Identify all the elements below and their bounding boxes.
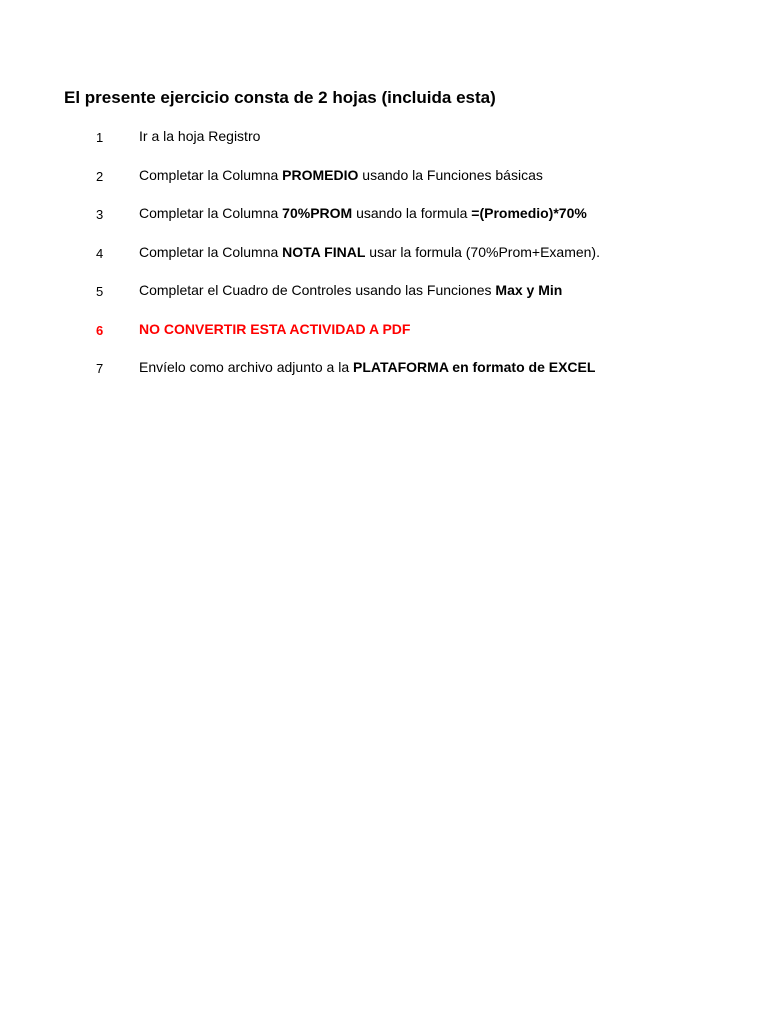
step-text-part: Completar la Columna: [139, 243, 283, 260]
step-text-part: Completar el Cuadro de Controles usando las Funciones: [139, 282, 496, 298]
step-text: [139, 167, 543, 183]
step-text-bold: NO CONVERTIR ESTA ACTIVIDAD A PDF: [139, 320, 411, 337]
step-7: [0, 355, 768, 394]
step-text-bold: PLATAFORMA en formato de EXCEL: [353, 359, 596, 375]
step-text: [139, 282, 562, 298]
step-text-bold: 70%PROM: [282, 205, 353, 221]
step-number: 3: [96, 207, 104, 222]
step-text-bold: PROMEDIO: [282, 166, 359, 183]
step-text-bold: Max y Min: [495, 282, 563, 298]
step-number: 1: [96, 130, 104, 145]
step-text-part: usando la formula: [352, 205, 472, 221]
step-1: [0, 124, 768, 163]
step-number: 4: [96, 245, 104, 261]
step-text-bold: =(Promedio)*70%: [471, 205, 587, 221]
step-number: 2: [96, 168, 104, 184]
step-4: [0, 240, 768, 279]
step-text-part: Completar la Columna: [139, 166, 283, 183]
step-text: [139, 205, 587, 221]
step-text: [139, 128, 260, 144]
step-number: 5: [96, 284, 104, 299]
step-5: [0, 278, 768, 317]
step-number: 7: [96, 361, 104, 376]
step-6-alert: [0, 317, 768, 356]
step-text-part: Ir a la hoja Registro: [139, 128, 261, 144]
step-text: [139, 359, 595, 375]
step-number: 6: [96, 322, 104, 338]
step-text-part: usando la Funciones básicas: [358, 166, 543, 183]
instruction-list: [0, 124, 768, 394]
step-2: [0, 163, 768, 202]
step-3: [0, 201, 768, 240]
step-text-bold: NOTA FINAL: [282, 243, 366, 260]
page-title: El presente ejercicio consta de 2 hojas (incluida esta): [64, 88, 496, 107]
step-text-part: usar la formula (70%Prom+Examen).: [365, 243, 600, 260]
step-text-part: Completar la Columna: [139, 205, 283, 221]
step-text: [139, 244, 600, 260]
step-text-alert: [139, 321, 410, 337]
step-text-part: Envíelo como archivo adjunto a la: [139, 359, 354, 375]
